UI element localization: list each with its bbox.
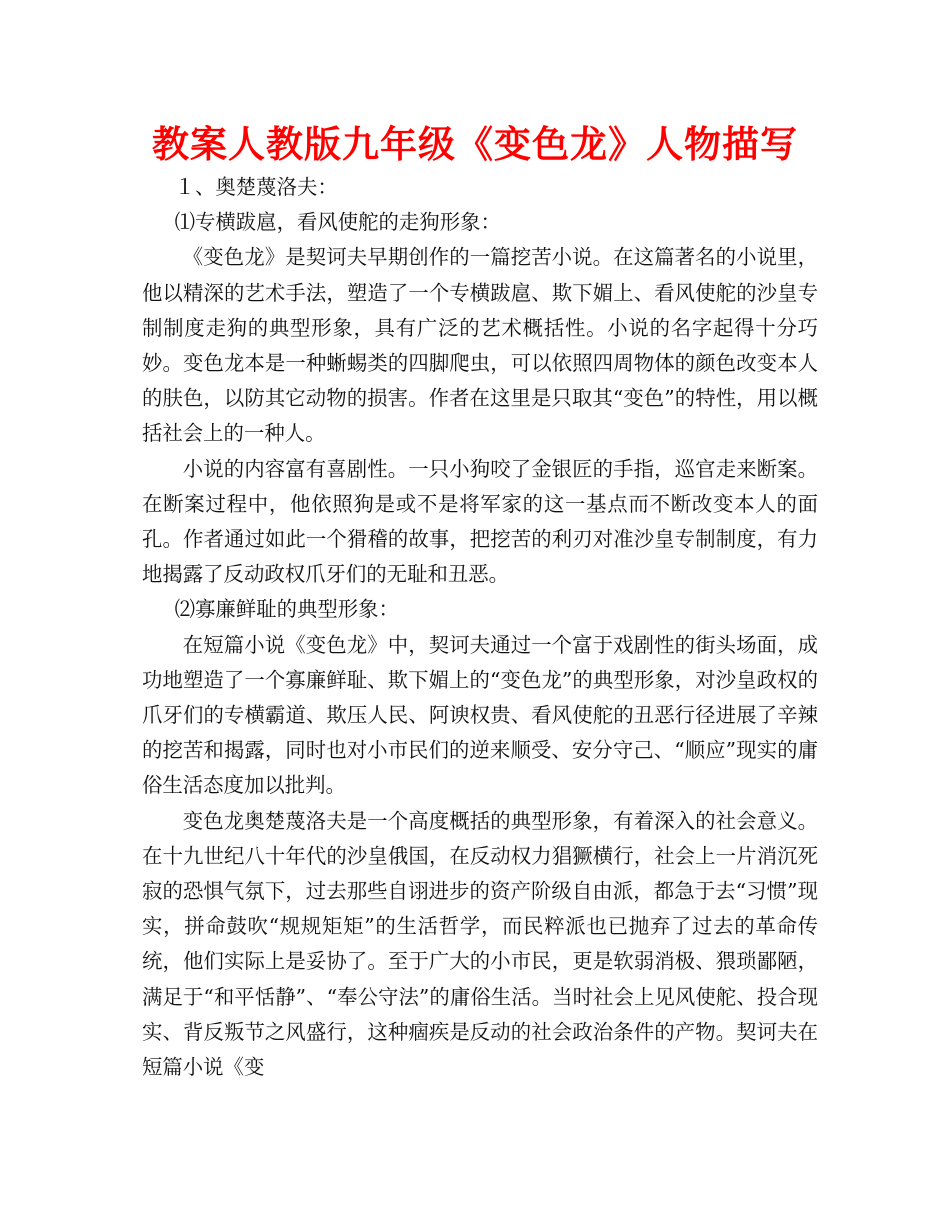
- subheading-shameless-type: ⑵寡廉鲜耻的典型形象：: [174, 597, 399, 622]
- document-title: 教案人教版九年级《变色龙》人物描写: [152, 122, 798, 166]
- document-body: [142, 170, 818, 1085]
- body-paragraph: 变色龙奥楚蔑洛夫是一个高度概括的典型形象，有着深入的社会意义。在十九世纪八十年代的沙皇俄国，在反动权力猖獗横行，社会上一片消沉死寂的恐惧气氛下，过去那些自诩进步的资产阶级自由派，都急于去“习惯”现实，拼命鼓吹“规规矩矩”的生活哲学，而民粹派也已抛弃了过去的革命传统，他们实际上是妥协了。至于广大的小市民，更是软弱消极、猥琐鄙陋，满足于“和平恬静”、“奉公守法”的庸俗生活。当时社会上见风使舵、投合现实、背反叛节之风盛行，这种痼疾是反动的社会政治条件的产物。契诃夫在短篇小说《变: [142, 808, 818, 1080]
- section-heading-ochumelov: １、奥楚蔑洛夫：: [174, 175, 338, 199]
- body-paragraph: 《变色龙》是契诃夫早期创作的一篇挖苦小说。在这篇著名的小说里，他以精深的艺术手法，塑造了一个专横跋扈、欺下媚上、看风使舵的沙皇专制制度走狗的典型形象，具有广泛的艺术概括性。小说的名字起得十分巧妙。变色龙本是一种蜥蜴类的四脚爬虫，可以依照四周物体的颜色改变本人的肤色，以防其它动物的损害。作者在这里是只取其“变色”的特性，用以概括社会上的一种人。: [142, 245, 818, 446]
- body-paragraph: 在短篇小说《变色龙》中，契诃夫通过一个富于戏剧性的街头场面，成功地塑造了一个寡廉鲜耻、欺下媚上的“变色龙”的典型形象，对沙皇政权的爪牙们的专横霸道、欺压人民、阿谀权贵、看风使舵的丑恶行径进展了辛辣的挖苦和揭露，同时也对小市民们的逆来顺受、安分守己、“顺应”现实的庸俗生活态度加以批判。: [142, 632, 818, 798]
- subheading-arrogant-lackey: ⑴专横跋扈，看风使舵的走狗形象：: [174, 210, 501, 235]
- body-paragraph: 小说的内容富有喜剧性。一只小狗咬了金银匠的手指，巡官走来断案。在断案过程中，他依照狗是或不是将军家的这一基点而不断改变本人的面孔。作者通过如此一个猾稽的故事，把挖苦的利刃对准沙皇专制制度，有力地揭露了反动政权爪牙们的无耻和丑恶。: [142, 456, 818, 587]
